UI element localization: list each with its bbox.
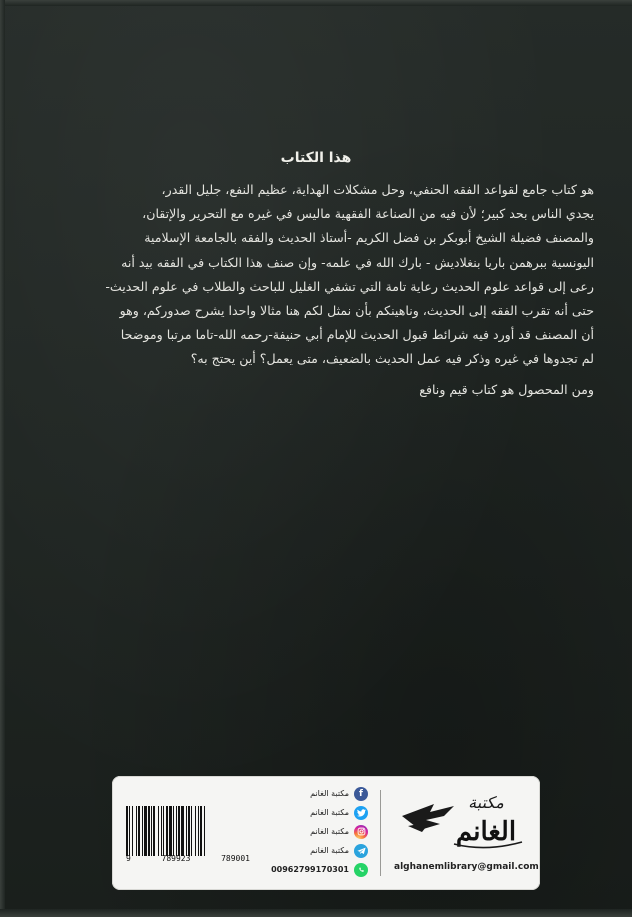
barcode-bars <box>126 806 250 856</box>
publisher-panel <box>112 776 540 890</box>
cover-edge-top <box>0 0 632 6</box>
isbn-number <box>126 854 250 863</box>
panel-divider <box>380 790 381 876</box>
contact-whatsapp[interactable] <box>260 860 368 879</box>
blurb-line: رعى إلى قواعد علوم الحديث رعاية تامة التي تشفي الغليل للباحث والطلاب في علوم الحديث- <box>105 278 594 294</box>
contact-twitter[interactable] <box>260 803 368 822</box>
blurb-line: اليونسية ببرهمن باريا بنغلاديش - بارك الله في علمه- وإن صنف هذا الكتاب في الفقه بيد أنه <box>121 254 594 270</box>
blurb-title: هذا الكتاب <box>280 150 352 166</box>
blurb-conclusion: ومن المحصول هو كتاب قيم ونافع <box>419 381 594 397</box>
contact-instagram[interactable] <box>260 822 368 841</box>
isbn-group-left: 789923 <box>161 854 191 863</box>
blurb-line: لم تجدوها في غيره وذكر فيه عمل الحديث بالضعيف، متى يعمل؟ أين يحتج به؟ <box>190 351 594 367</box>
logo-word-main: الغانم <box>455 817 517 847</box>
barcode-stripe <box>204 806 205 856</box>
isbn-barcode <box>126 806 250 866</box>
isbn-group-right: 789001 <box>221 854 250 863</box>
contact-phone: 00962799170301 <box>271 865 349 874</box>
contact-telegram[interactable] <box>260 841 368 860</box>
blurb-line: والمصنف فضيلة الشيخ أبوبكر بن فضل الكريم -أستاذ الحديث والفقه بالجامعة الإسلامية <box>144 230 594 246</box>
contact-label: مكتبة الغانم <box>310 789 349 798</box>
blurb-line: حتى أنه تقرب الفقه إلى الحديث، وناهينكم بأن نمثل لكم هنا مثالا واحدا يشرح صدوركم، وهو <box>119 303 594 319</box>
book-blurb <box>38 148 594 402</box>
publisher-logo <box>394 786 530 856</box>
contact-label: مكتبة الغانم <box>310 846 349 855</box>
contact-label: مكتبة الغانم <box>310 827 349 836</box>
cover-edge-bottom <box>0 909 632 917</box>
twitter-icon <box>354 806 368 820</box>
social-contacts <box>260 784 368 879</box>
isbn-prefix: 9 <box>126 854 131 863</box>
logo-word-top: مكتبة <box>468 793 504 812</box>
blurb-line: يجدي الناس بحد كبير؛ لأن فيه من الصناعة الفقهية ماليس في غيره مع التحرير والإتقان، <box>142 206 594 222</box>
facebook-icon: f <box>354 787 368 801</box>
cover-edge-left <box>0 0 5 917</box>
telegram-icon <box>354 844 368 858</box>
whatsapp-icon <box>354 863 368 877</box>
instagram-icon <box>354 825 368 839</box>
blurb-line: هو كتاب جامع لقواعد الفقه الحنفي، وحل مشكلات الهداية، عظيم النفع، جليل القدر، <box>161 182 594 197</box>
blurb-line: أن المصنف قد أورد فيه شرائط قبول الحديث للإمام أبي حنيفة-رحمه الله-تاما مرتبا وموضحا <box>120 327 594 343</box>
contact-label: مكتبة الغانم <box>310 808 349 817</box>
logo-mark <box>394 786 530 856</box>
publisher-email[interactable]: alghanemlibrary@gmail.com <box>394 862 539 872</box>
contact-facebook[interactable] <box>260 784 368 803</box>
